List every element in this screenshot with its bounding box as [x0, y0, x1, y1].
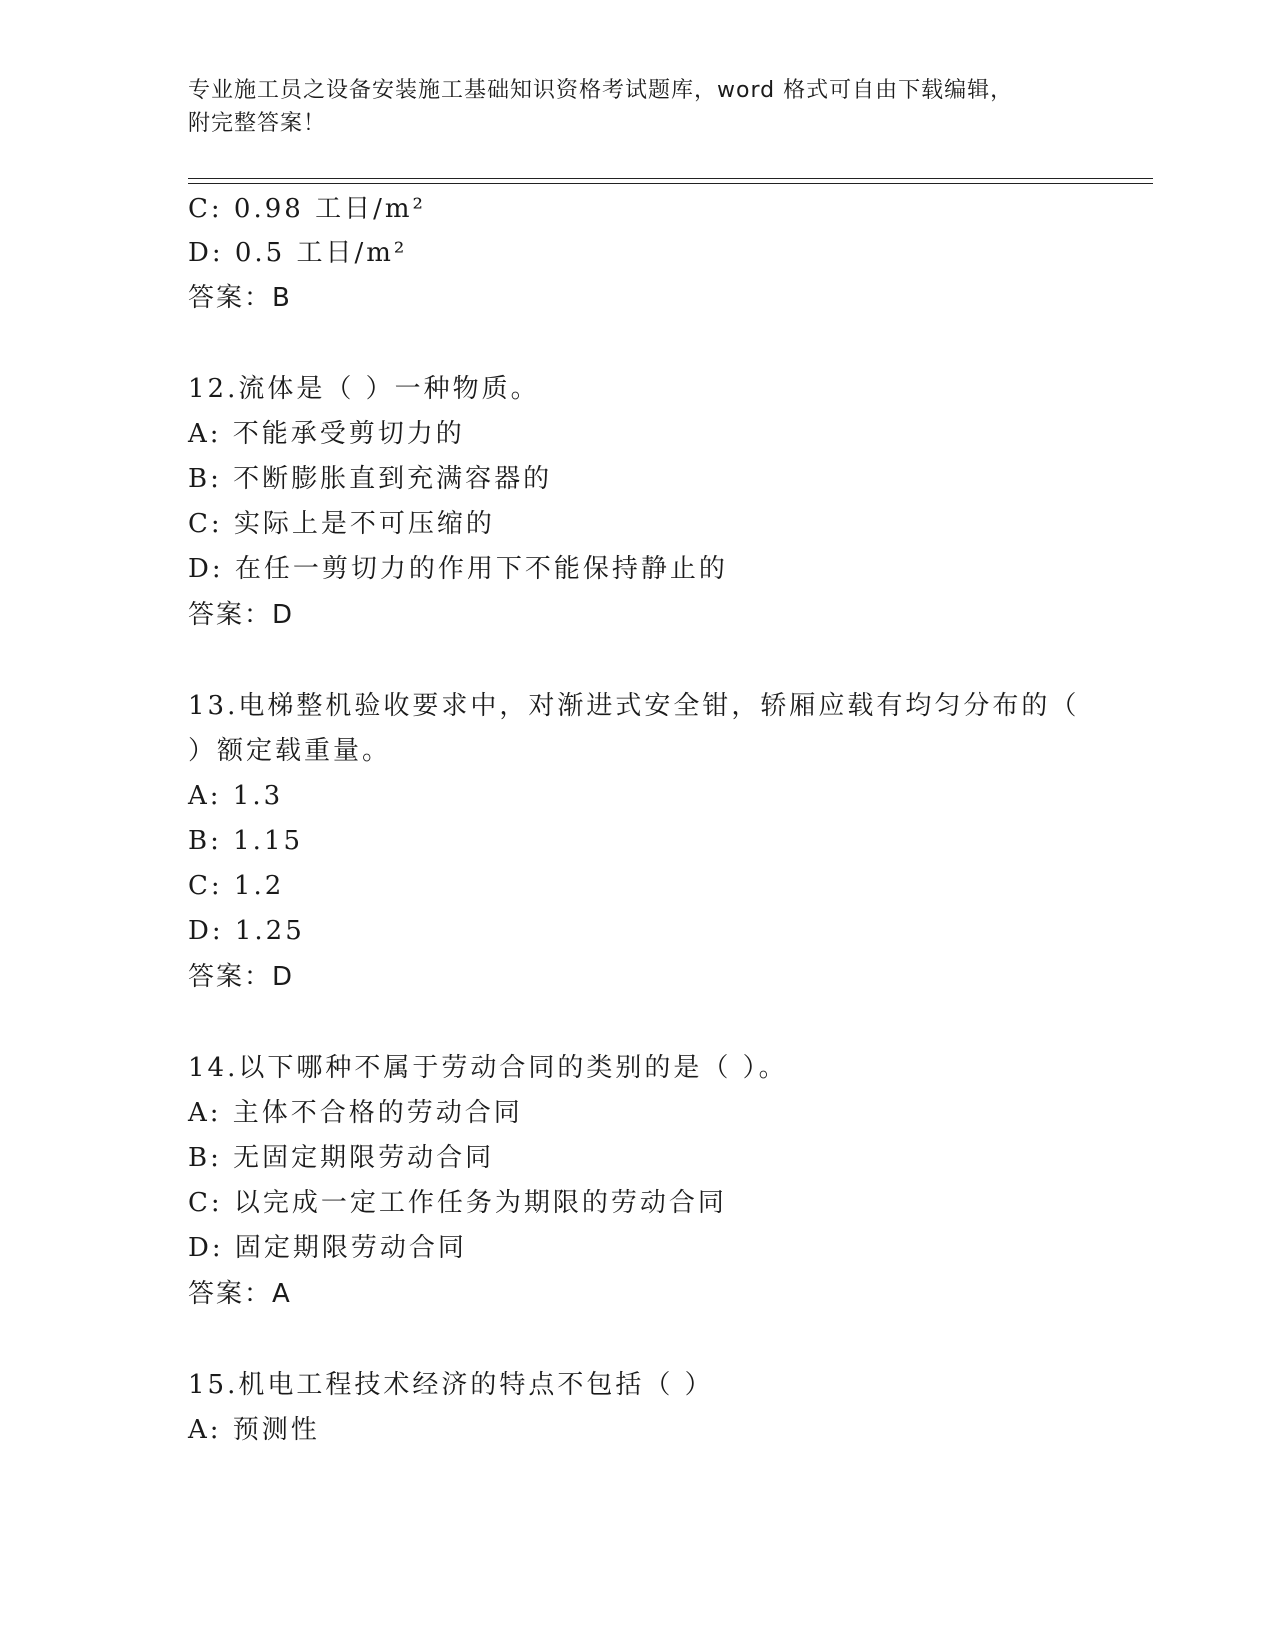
q13-option-b: B: 1.15 [188, 826, 304, 856]
q15-question: 15.机电工程技术经济的特点不包括（ ） [188, 1370, 714, 1400]
q14-option-a: A: 主体不合格的劳动合同 [188, 1098, 523, 1128]
q14-option-b: B: 无固定期限劳动合同 [188, 1143, 495, 1173]
q13-question-line-1: 13.电梯整机验收要求中，对渐进式安全钳，轿厢应载有均匀分布的（ [188, 691, 1080, 721]
q12-option-b: B: 不断膨胀直到充满容器的 [188, 464, 553, 494]
q13-question-line-2: ）额定载重量。 [188, 736, 392, 766]
header-line-1: 专业施工员之设备安装施工基础知识资格考试题库，word 格式可自由下载编辑， [188, 78, 1014, 103]
q11-option-d: D: 0.5 工日/m² [188, 238, 408, 268]
q12-option-c: C: 实际上是不可压缩的 [188, 509, 495, 539]
q14-option-c: C: 以完成一定工作任务为期限的劳动合同 [188, 1188, 727, 1218]
header-divider-top [188, 178, 1153, 179]
q15-option-a: A: 预测性 [188, 1415, 320, 1445]
q14-option-d: D: 固定期限劳动合同 [188, 1233, 467, 1263]
q12-answer: 答案：D [188, 600, 295, 630]
q13-answer: 答案：D [188, 962, 295, 992]
document-header [188, 74, 1088, 140]
q11-answer: 答案：B [188, 283, 292, 313]
q14-answer: 答案：A [188, 1279, 292, 1309]
q14-question: 14.以下哪种不属于劳动合同的类别的是（ ）。 [188, 1053, 788, 1083]
q12-question: 12.流体是（ ）一种物质。 [188, 374, 540, 404]
q11-option-c: C: 0.98 工日/m² [188, 194, 426, 224]
q13-option-c: C: 1.2 [188, 871, 285, 901]
q12-option-a: A: 不能承受剪切力的 [188, 419, 465, 449]
q13-option-a: A: 1.3 [188, 781, 284, 811]
q13-option-d: D: 1.25 [188, 916, 305, 946]
q12-option-d: D: 在任一剪切力的作用下不能保持静止的 [188, 554, 728, 584]
header-line-2: 附完整答案！ [188, 111, 327, 136]
header-divider-bottom [188, 183, 1153, 184]
